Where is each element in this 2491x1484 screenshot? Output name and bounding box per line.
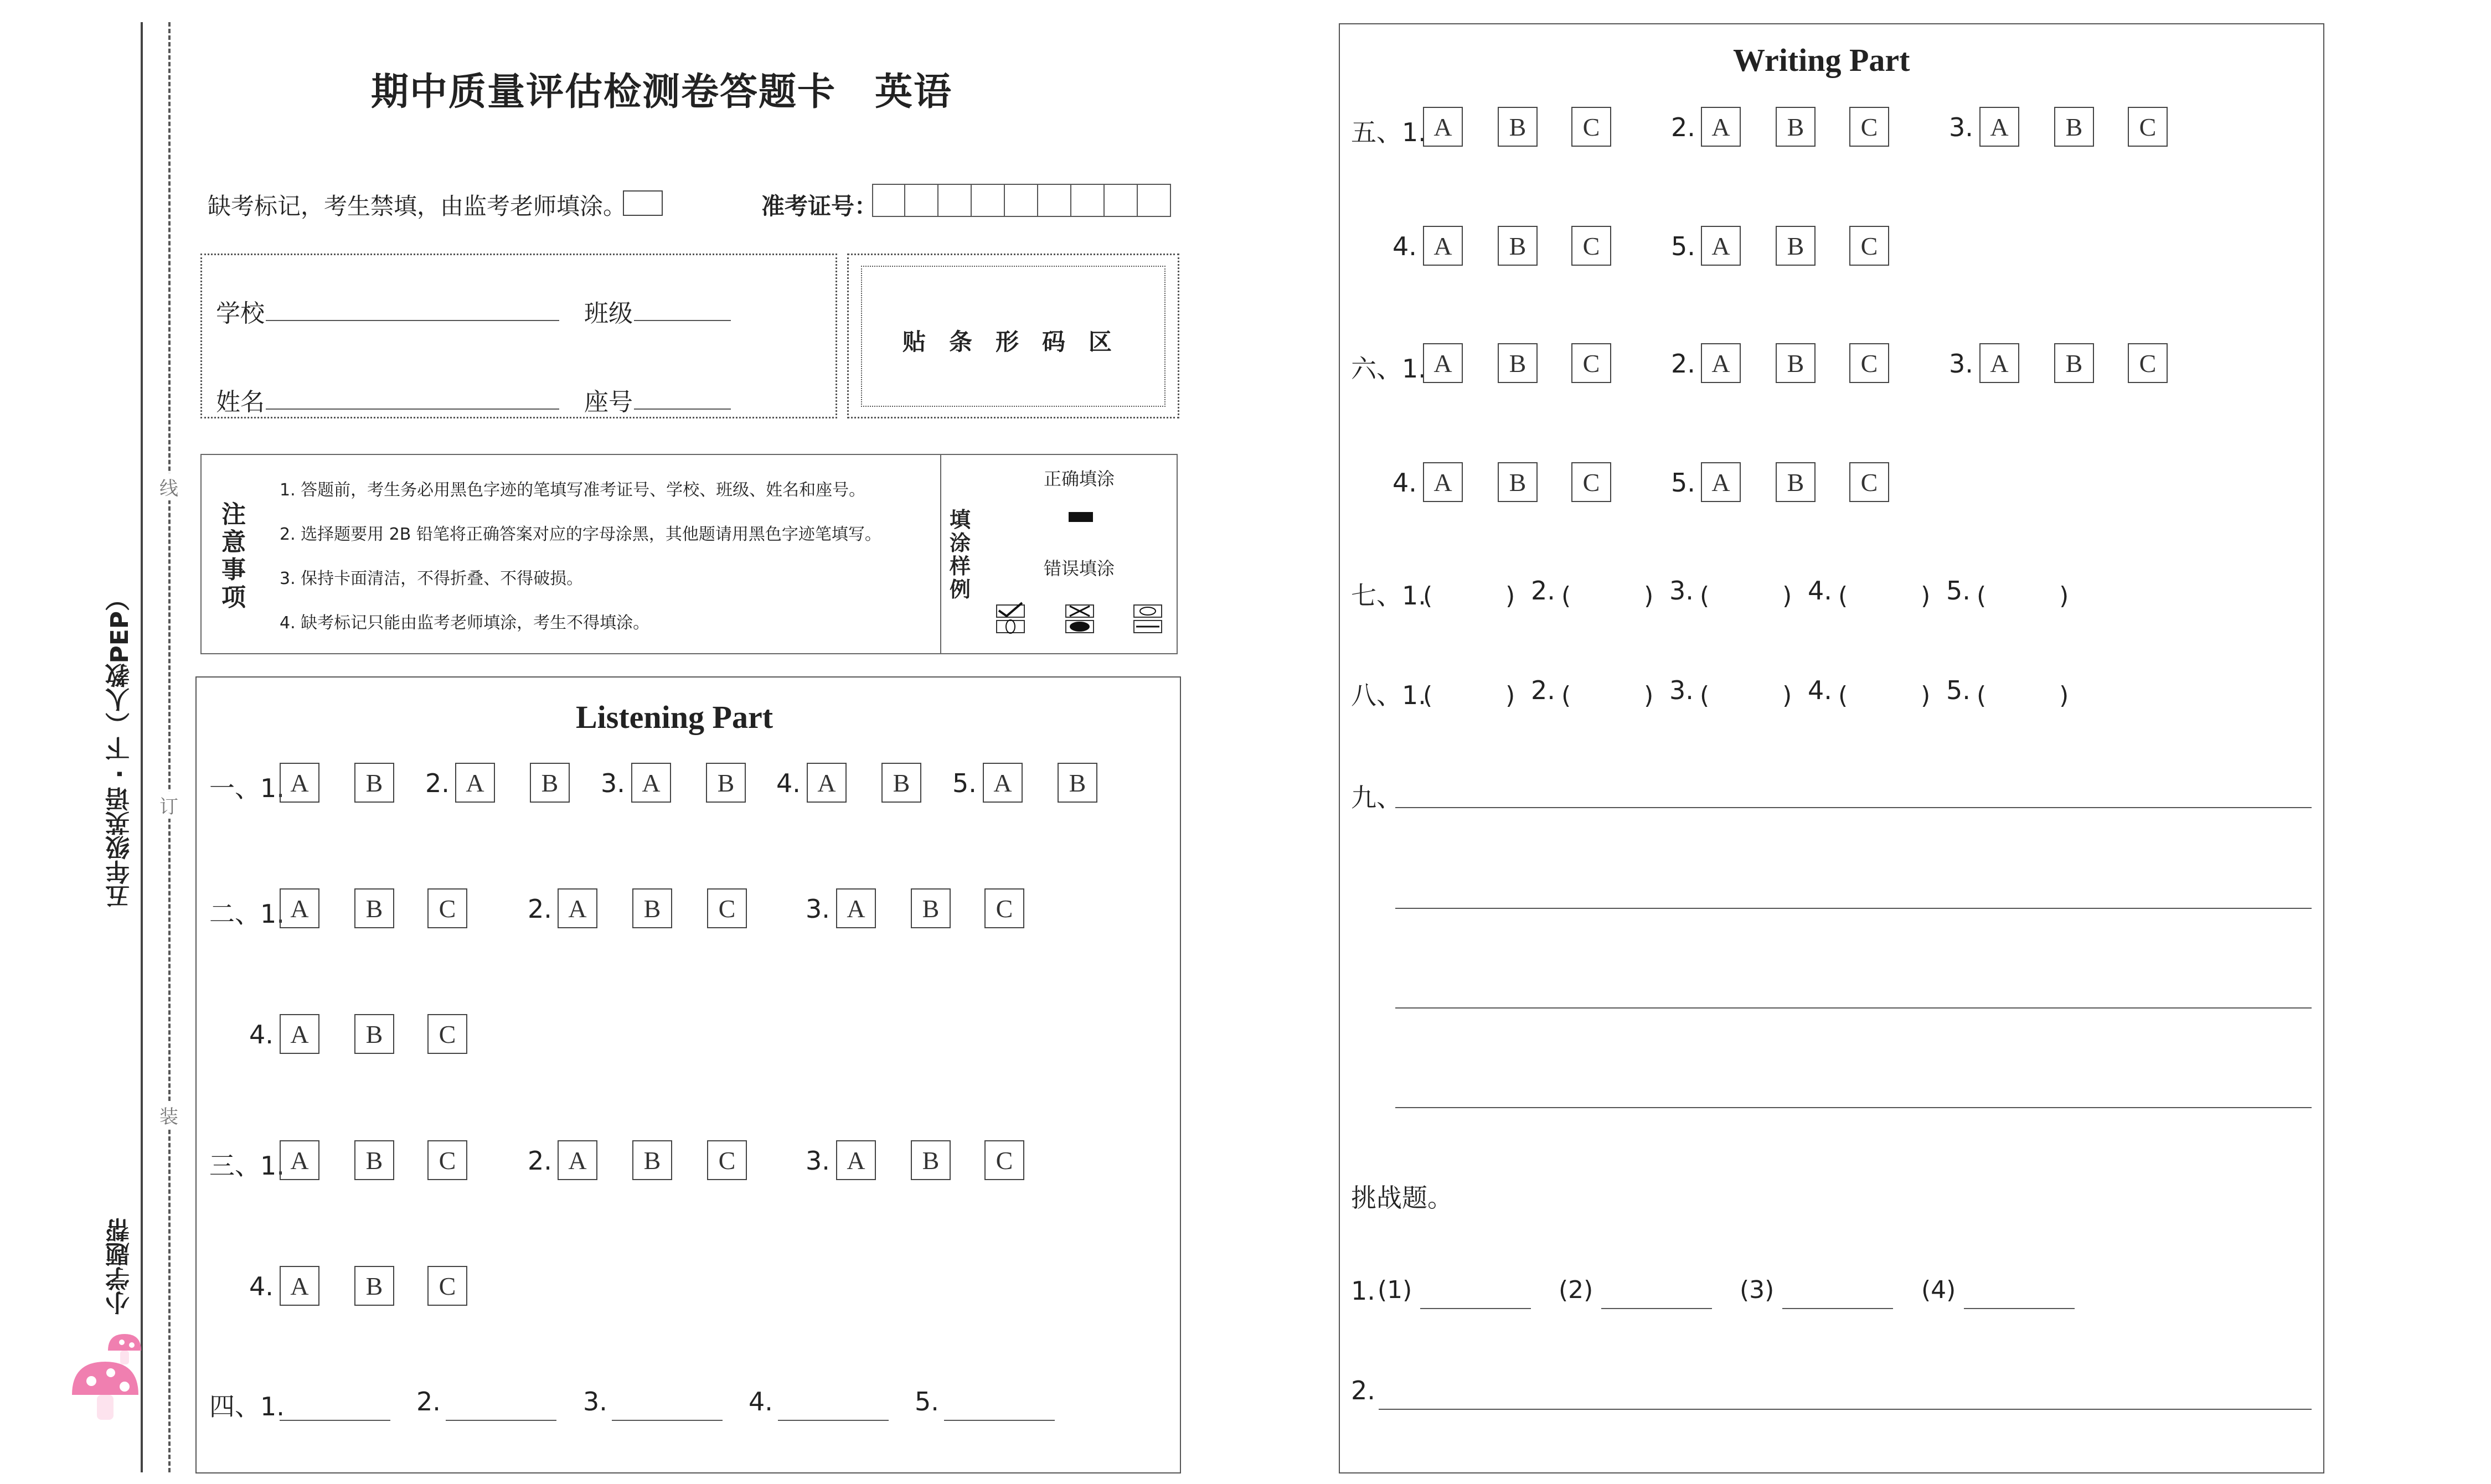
q5-4-opt-b[interactable]: B (1498, 226, 1538, 266)
q6-3-opt-a[interactable]: A (1979, 343, 2019, 383)
q3-3-opt-a[interactable]: A (836, 1140, 876, 1180)
q1-2-label: 2. (425, 768, 450, 798)
q1-2-opt-b[interactable]: B (530, 763, 570, 803)
challenge-1-field-3[interactable] (1782, 1308, 1893, 1309)
listening-title: Listening Part (576, 699, 773, 735)
q6-2-opt-a[interactable]: A (1701, 343, 1741, 383)
q9-label: 九、 (1351, 783, 1402, 813)
q3-4-opt-b[interactable]: B (354, 1266, 394, 1306)
q5-5-opt-a[interactable]: A (1701, 226, 1741, 266)
q5-5-label: 5. (1671, 231, 1695, 261)
q4-4-field[interactable] (778, 1420, 889, 1421)
q6-4-label: 4. (1393, 468, 1417, 498)
q5-2-opt-a[interactable]: A (1701, 107, 1741, 147)
q6-3-opt-b[interactable]: B (2054, 343, 2094, 383)
q3-2-opt-b[interactable]: B (632, 1140, 672, 1180)
q7-3-label: 3. (1669, 576, 1694, 606)
q2-2-label: 2. (528, 894, 552, 924)
challenge-1-part-4: (4) (1921, 1276, 1956, 1304)
correct-fill-sample (1069, 512, 1093, 522)
wrong-fill-samples-icon (991, 601, 1174, 639)
q3-3-opt-b[interactable]: B (911, 1140, 951, 1180)
challenge-2-label: 2. (1351, 1376, 1375, 1405)
q1-4-opt-b[interactable]: B (881, 763, 921, 803)
q4-5-field[interactable] (944, 1420, 1055, 1421)
q5-3-opt-a[interactable]: A (1979, 107, 2019, 147)
q2-2-opt-a[interactable]: A (558, 888, 597, 928)
challenge-1-part-1: (1) (1378, 1276, 1412, 1304)
q1-1-opt-b[interactable]: B (354, 763, 394, 803)
q8-4-blank[interactable]: ( ) (1838, 681, 1931, 710)
q6-3-opt-c[interactable]: C (2128, 343, 2168, 383)
challenge-label: 挑战题。 (1351, 1183, 1453, 1213)
q5-2-label: 2. (1671, 112, 1695, 142)
school-label: 学校 (216, 299, 265, 328)
q1-4-opt-a[interactable]: A (807, 763, 847, 803)
q4-3-label: 3. (583, 1387, 607, 1416)
q2-4-opt-b[interactable]: B (354, 1014, 394, 1054)
q1-5-opt-a[interactable]: A (983, 763, 1023, 803)
cut-mark-bind: 订 (159, 792, 178, 819)
q5-1-opt-c[interactable]: C (1571, 107, 1611, 147)
info-box (200, 254, 837, 418)
q5-1-opt-b[interactable]: B (1498, 107, 1538, 147)
q3-4-opt-c[interactable]: C (427, 1266, 467, 1306)
class-field[interactable] (634, 320, 731, 321)
q6-4-opt-b[interactable]: B (1498, 462, 1538, 502)
q8-4-label: 4. (1808, 675, 1832, 705)
grade-label: 五年级英语 · 下（人教PEP） (106, 587, 134, 909)
q5-label: 五、1. (1351, 117, 1426, 147)
q3-label: 三、1. (209, 1151, 285, 1181)
q3-2-opt-c[interactable]: C (707, 1140, 747, 1180)
q2-3-label: 3. (806, 894, 830, 924)
seat-field[interactable] (634, 409, 731, 410)
q6-3-label: 3. (1949, 349, 1973, 379)
writing-title: Writing Part (1733, 42, 1910, 78)
q7-1-blank[interactable]: ( ) (1423, 582, 1515, 610)
q1-2-opt-a[interactable]: A (455, 763, 495, 803)
q1-5-label: 5. (952, 768, 977, 798)
q6-1-opt-c[interactable]: C (1571, 343, 1611, 383)
q6-5-label: 5. (1671, 468, 1695, 498)
q5-2-opt-c[interactable]: C (1849, 107, 1889, 147)
q7-4-label: 4. (1808, 576, 1832, 606)
brand-label: 小学题帮 (106, 1218, 134, 1315)
absent-mark-box[interactable] (623, 190, 663, 216)
cut-mark-line: 线 (159, 473, 178, 500)
q8-1-blank[interactable]: ( ) (1423, 681, 1515, 710)
name-field[interactable] (266, 409, 559, 410)
q3-3-opt-c[interactable]: C (984, 1140, 1024, 1180)
name-label: 姓名 (216, 388, 265, 416)
q5-2-opt-b[interactable]: B (1776, 107, 1816, 147)
q2-1-opt-a[interactable]: A (280, 888, 319, 928)
q4-3-field[interactable] (612, 1420, 723, 1421)
listening-panel (195, 676, 1181, 1473)
q6-label: 六、1. (1351, 354, 1426, 384)
q2-4-label: 4. (249, 1020, 274, 1049)
wrong-fill-label: 错误填涂 (1044, 558, 1115, 579)
writing-panel (1339, 23, 2324, 1473)
q9-line[interactable] (1395, 908, 2312, 909)
q2-1-opt-b[interactable]: B (354, 888, 394, 928)
q7-label: 七、1. (1351, 581, 1426, 611)
q5-3-opt-b[interactable]: B (2054, 107, 2094, 147)
q2-3-opt-a[interactable]: A (836, 888, 876, 928)
q3-1-opt-b[interactable]: B (354, 1140, 394, 1180)
note-item: 1. 答题前，考生务必用黑色字迹的笔填写准考证号、学校、班级、姓名和座号。 (280, 480, 866, 500)
q3-3-label: 3. (806, 1146, 830, 1176)
q7-3-blank[interactable]: ( ) (1700, 582, 1792, 610)
note-item: 2. 选择题要用 2B 铅笔将正确答案对应的字母涂黑，其他题请用黑色字迹笔填写。 (280, 525, 881, 544)
q8-label: 八、1. (1351, 680, 1426, 710)
q2-2-opt-b[interactable]: B (632, 888, 672, 928)
q1-3-label: 3. (601, 768, 625, 798)
q1-1-opt-a[interactable]: A (280, 763, 319, 803)
challenge-2-field[interactable] (1379, 1409, 2312, 1410)
q7-5-blank[interactable]: ( ) (1977, 582, 2069, 610)
q6-5-opt-b[interactable]: B (1776, 462, 1816, 502)
note-item: 3. 保持卡面清洁，不得折叠、不得破损。 (280, 569, 584, 588)
q4-label: 四、1. (209, 1392, 285, 1421)
q9-line[interactable] (1395, 807, 2312, 808)
q6-2-opt-b[interactable]: B (1776, 343, 1816, 383)
challenge-1-field-2[interactable] (1601, 1308, 1712, 1309)
absent-note: 缺考标记，考生禁填，由监考老师填涂。 (208, 193, 627, 220)
challenge-1-field-4[interactable] (1964, 1308, 2075, 1309)
q7-2-blank[interactable]: ( ) (1561, 582, 1654, 610)
q4-1-field[interactable] (280, 1420, 390, 1421)
exam-id-label: 准考证号： (761, 193, 878, 220)
side-solid-line (141, 22, 143, 1472)
q8-3-label: 3. (1669, 675, 1694, 705)
challenge-1-part-2: (2) (1559, 1276, 1593, 1304)
q6-1-opt-a[interactable]: A (1423, 343, 1463, 383)
barcode-label: 贴 条 形 码 区 (902, 328, 1112, 355)
q5-4-opt-a[interactable]: A (1423, 226, 1463, 266)
q1-3-opt-b[interactable]: B (706, 763, 746, 803)
q9-line[interactable] (1395, 1007, 2312, 1009)
q8-5-blank[interactable]: ( ) (1977, 681, 2069, 710)
note-item: 4. 缺考标记只能由监考老师填涂，考生不得填涂。 (280, 613, 650, 633)
q5-5-opt-c[interactable]: C (1849, 226, 1889, 266)
q2-3-opt-b[interactable]: B (911, 888, 951, 928)
q8-5-label: 5. (1946, 675, 1971, 705)
q2-2-opt-c[interactable]: C (707, 888, 747, 928)
q6-5-opt-a[interactable]: A (1701, 462, 1741, 502)
q6-2-label: 2. (1671, 349, 1695, 379)
q9-line[interactable] (1395, 1107, 2312, 1108)
q6-4-opt-c[interactable]: C (1571, 462, 1611, 502)
q4-4-label: 4. (749, 1387, 773, 1416)
q3-4-label: 4. (249, 1271, 274, 1301)
q8-2-blank[interactable]: ( ) (1561, 681, 1654, 710)
q5-4-opt-c[interactable]: C (1571, 226, 1611, 266)
q2-4-opt-c[interactable]: C (427, 1014, 467, 1054)
q5-3-opt-c[interactable]: C (2128, 107, 2168, 147)
challenge-1-field-1[interactable] (1420, 1308, 1531, 1309)
q1-4-label: 4. (776, 768, 801, 798)
notes-divider (940, 454, 941, 654)
q6-2-opt-c[interactable]: C (1849, 343, 1889, 383)
challenge-1-label: 1. (1351, 1276, 1375, 1306)
q2-4-opt-a[interactable]: A (280, 1014, 319, 1054)
notes-heading: 注 意 事 项 (221, 500, 246, 612)
seat-label: 座号 (584, 388, 633, 416)
q4-2-field[interactable] (446, 1420, 556, 1421)
q3-1-opt-c[interactable]: C (427, 1140, 467, 1180)
side-dashed-line (168, 22, 171, 1472)
q1-label: 一、1. (209, 773, 285, 803)
cut-mark-pack: 装 (159, 1102, 178, 1129)
q3-1-opt-a[interactable]: A (280, 1140, 319, 1180)
exam-id-boxes[interactable] (872, 184, 1171, 217)
q3-2-label: 2. (528, 1146, 552, 1176)
sample-heading: 填 涂 样 例 (950, 508, 971, 602)
q7-2-label: 2. (1531, 576, 1555, 606)
q5-5-opt-b[interactable]: B (1776, 226, 1816, 266)
q3-4-opt-a[interactable]: A (280, 1266, 319, 1306)
q6-1-opt-b[interactable]: B (1498, 343, 1538, 383)
q2-label: 二、1. (209, 899, 285, 929)
q5-4-label: 4. (1393, 231, 1417, 261)
q4-5-label: 5. (915, 1387, 939, 1416)
q5-1-opt-a[interactable]: A (1423, 107, 1463, 147)
q8-3-blank[interactable]: ( ) (1700, 681, 1792, 710)
mushroom-logo-icon (66, 1328, 149, 1439)
q2-3-opt-c[interactable]: C (984, 888, 1024, 928)
challenge-1-part-3: (3) (1740, 1276, 1775, 1304)
q3-2-opt-a[interactable]: A (558, 1140, 597, 1180)
q2-1-opt-c[interactable]: C (427, 888, 467, 928)
q5-3-label: 3. (1949, 112, 1973, 142)
q7-4-blank[interactable]: ( ) (1838, 582, 1931, 610)
q4-2-label: 2. (416, 1387, 441, 1416)
class-label: 班级 (584, 299, 633, 328)
q7-5-label: 5. (1946, 576, 1971, 606)
q6-5-opt-c[interactable]: C (1849, 462, 1889, 502)
q1-5-opt-b[interactable]: B (1058, 763, 1097, 803)
correct-fill-label: 正确填涂 (1044, 468, 1115, 489)
q1-3-opt-a[interactable]: A (631, 763, 671, 803)
q6-4-opt-a[interactable]: A (1423, 462, 1463, 502)
school-field[interactable] (266, 320, 559, 321)
page-title: 期中质量评估检测卷答题卡 英语 (371, 70, 953, 114)
q8-2-label: 2. (1531, 675, 1555, 705)
